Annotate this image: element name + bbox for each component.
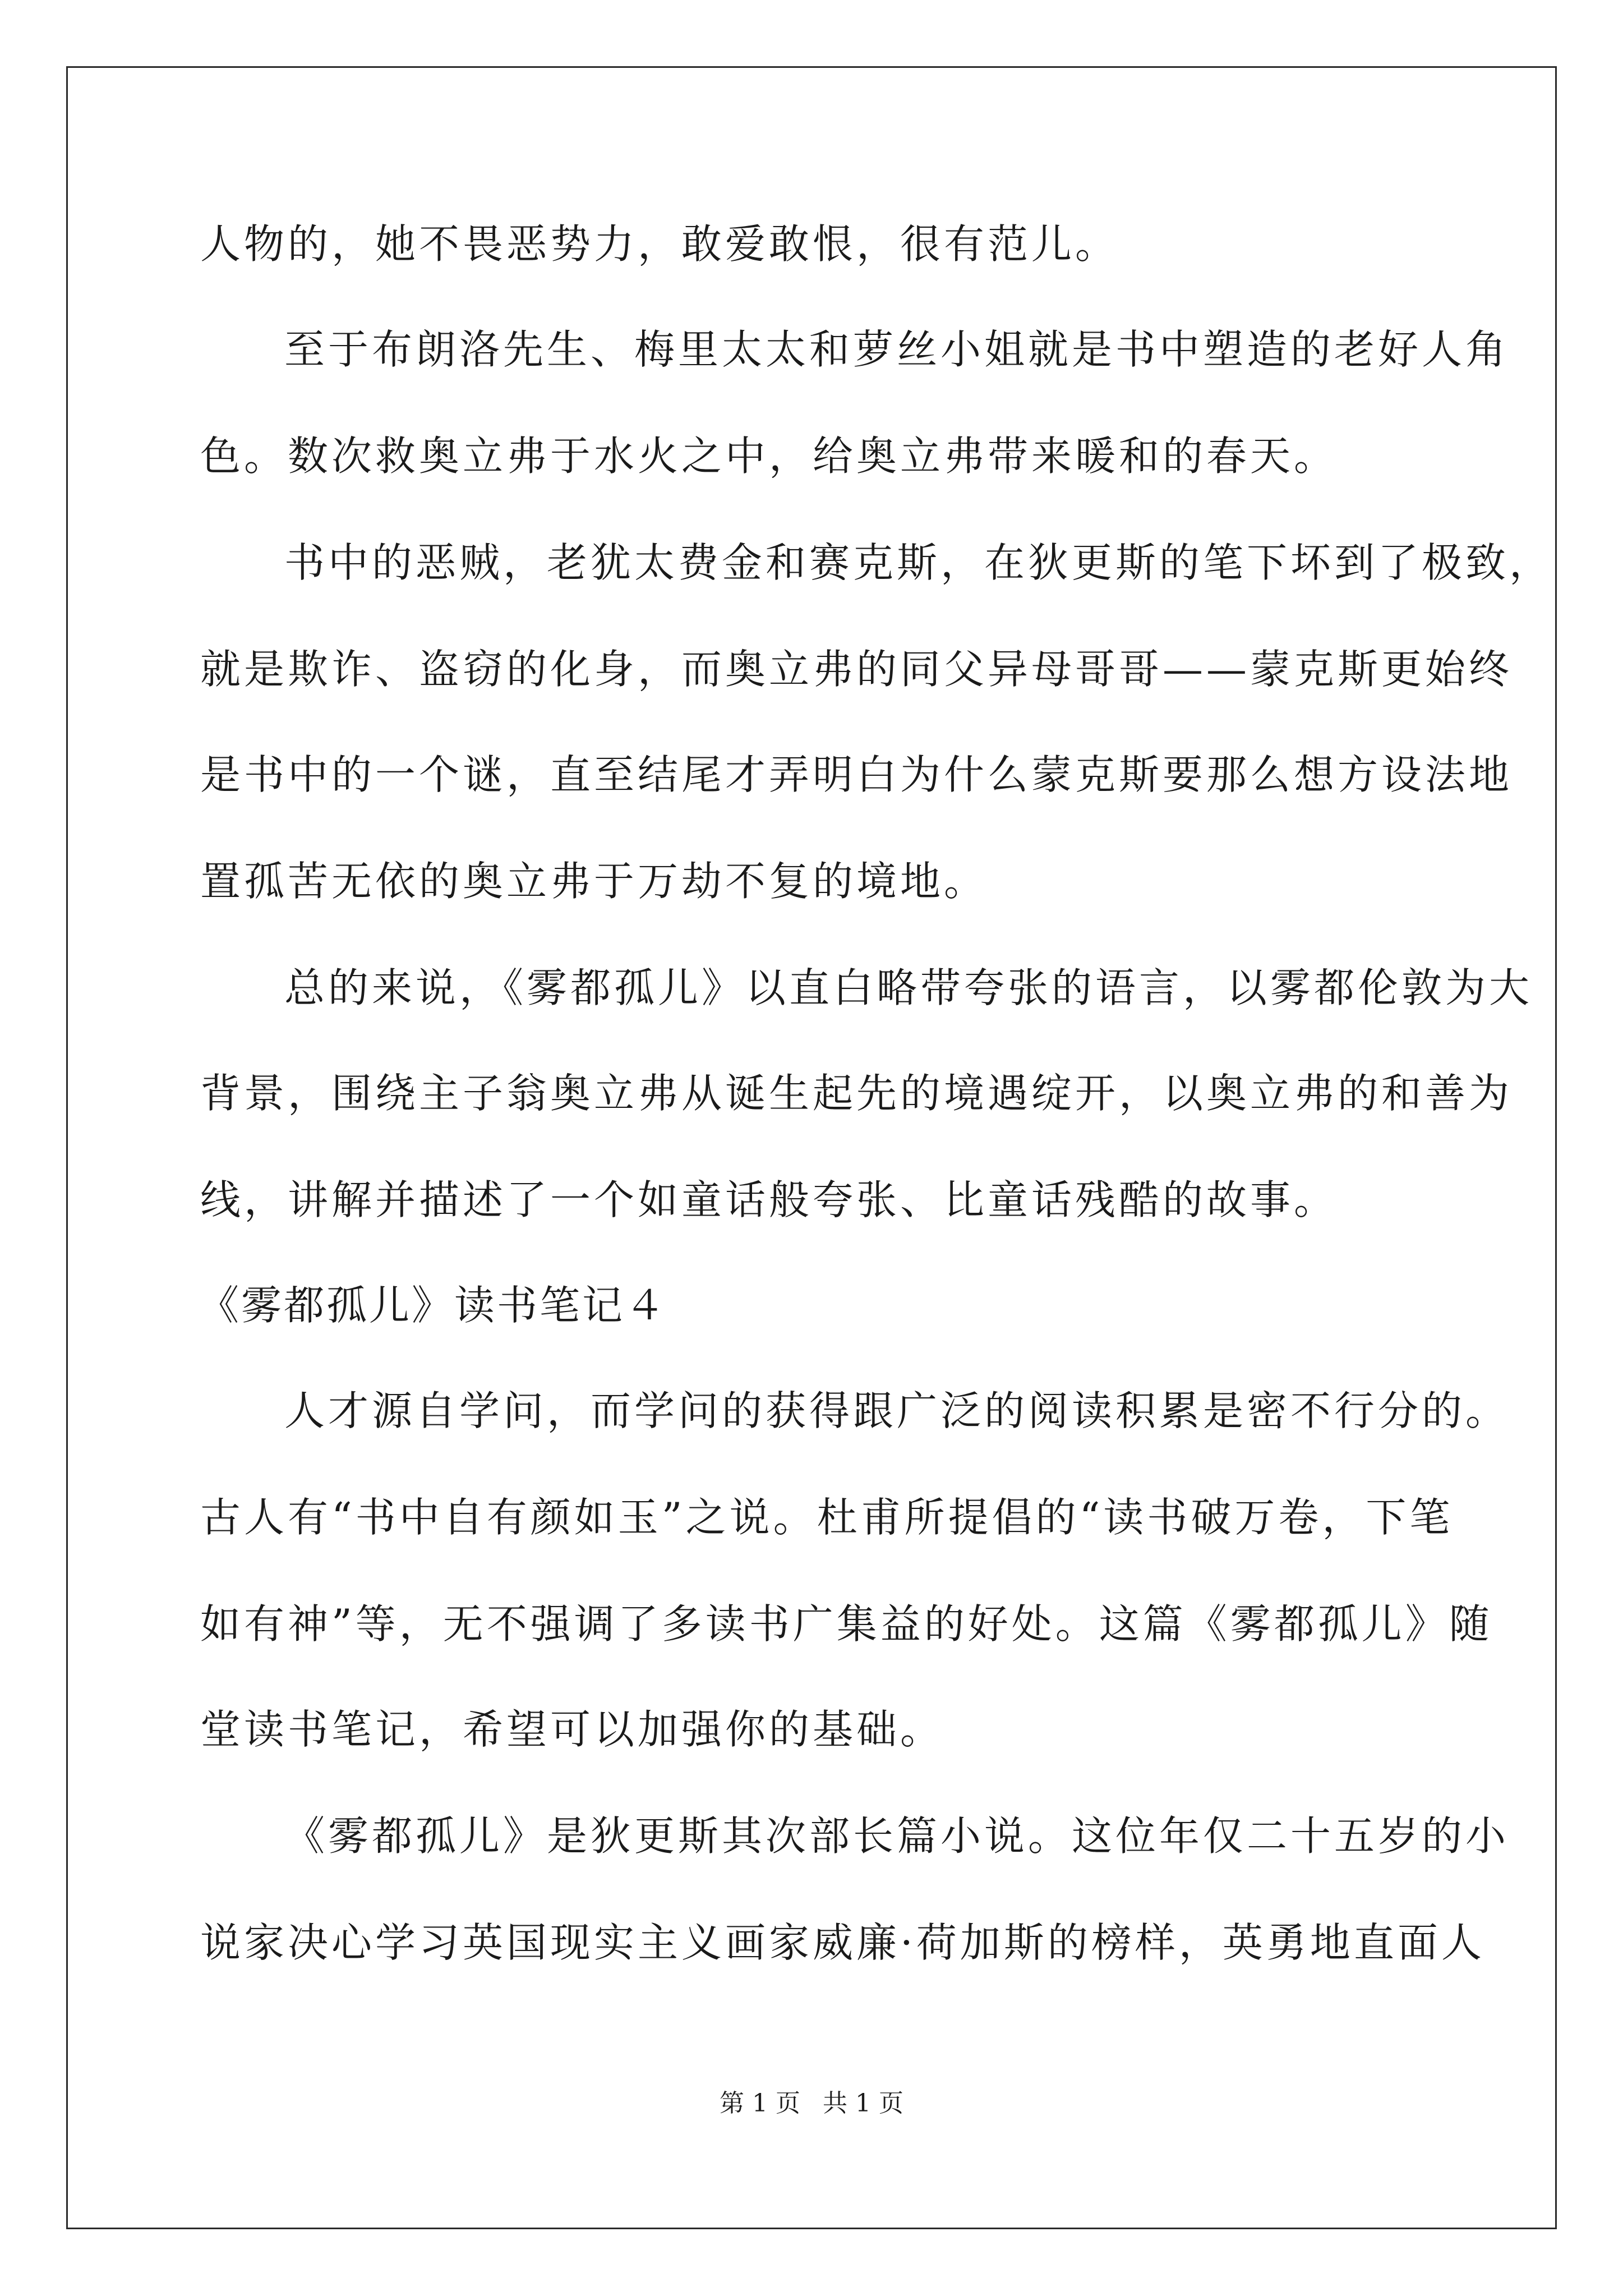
text-line: 是书中的一个谜，直至结尾才弄明白为什么蒙克斯要那么想方设法地 <box>200 751 1513 798</box>
text-line: 堂读书笔记，希望可以加强你的基础。 <box>200 1706 944 1753</box>
page-total: 共 1 页 <box>823 2089 903 2118</box>
page-border <box>66 66 1557 2229</box>
section-heading: 《雾都孤儿》读书笔记４ <box>199 1282 668 1329</box>
page-number: 第 1 页 <box>720 2089 800 2118</box>
text-line: 古人有“书中自有颜如玉”之说。杜甫所提倡的“读书破万卷，下笔 <box>200 1494 1454 1541</box>
paragraph-start-line: 人才源自学问，而学问的获得跟广泛的阅读积累是密不行分的。 <box>284 1387 1510 1434</box>
text-line: 说家决心学习英国现实主义画家威廉·荷加斯的榜样，英勇地直面人 <box>200 1919 1485 1966</box>
paragraph-start-line: 《雾都孤儿》是狄更斯其次部长篇小说。这位年仅二十五岁的小 <box>284 1812 1510 1860</box>
text-line: 置孤苦无依的奥立弗于万劫不复的境地。 <box>200 858 988 905</box>
paragraph-start-line: 书中的恶贼，老犹太费金和赛克斯，在狄更斯的笔下坏到了极致， <box>284 539 1553 586</box>
text-line: 人物的，她不畏恶势力，敢爱敢恨，很有范儿。 <box>200 220 1119 268</box>
text-line: 线，讲解并描述了一个如童话般夸张、比童话残酷的故事。 <box>200 1176 1338 1223</box>
text-line: 色。数次救奥立弗于水火之中，给奥立弗带来暖和的春天。 <box>200 432 1338 480</box>
paragraph-start-line: 至于布朗洛先生、梅里太太和萝丝小姐就是书中塑造的老好人角 <box>284 326 1510 373</box>
text-line: 就是欺诈、盗窃的化身，而奥立弗的同父异母哥哥——蒙克斯更始终 <box>200 646 1513 693</box>
paragraph-start-line: 总的来说，《雾都孤儿》以直白略带夸张的语言，以雾都伦敦为大 <box>284 964 1533 1011</box>
page-footer <box>0 2087 1623 2120</box>
text-line: 背景，围绕主子翁奥立弗从诞生起先的境遇绽开，以奥立弗的和善为 <box>200 1070 1513 1117</box>
text-line: 如有神”等，无不强调了多读书广集益的好处。这篇《雾都孤儿》随 <box>200 1600 1493 1648</box>
